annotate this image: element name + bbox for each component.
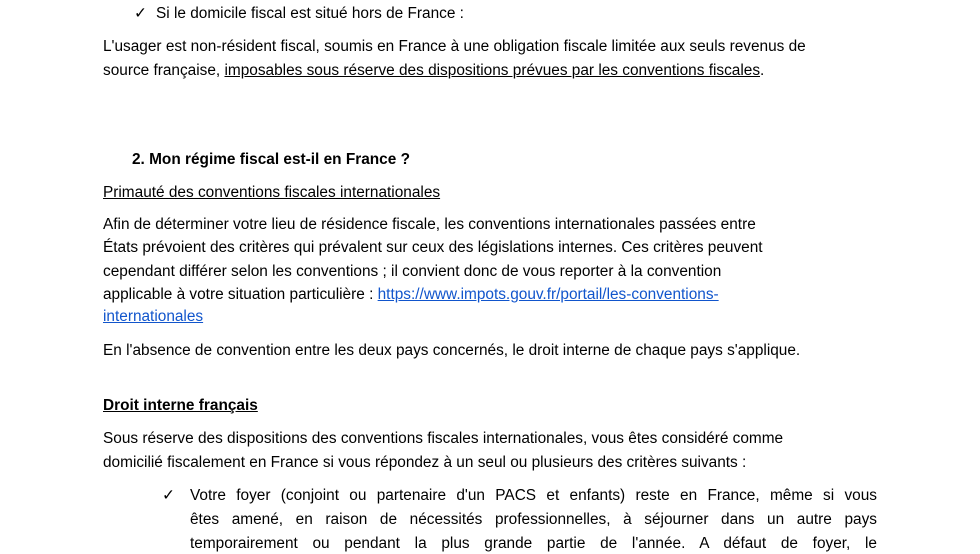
- non-resident-paragraph-line1: L'usager est non-résident fiscal, soumis en France à une obligation fiscale limitée aux seuls revenus de: [103, 38, 806, 55]
- droit-interne-heading: Droit interne français: [103, 397, 258, 414]
- conventions-paragraph-line4: applicable à votre situation particulière : https://www.impots.gouv.fr/portail/les-conventions-: [103, 286, 719, 303]
- absence-convention-paragraph: En l'absence de convention entre les deux pays concernés, le droit interne de chaque pays s'applique.: [103, 342, 801, 359]
- conventions-paragraph-line3: cependant différer selon les conventions ; il convient donc de vous reporter à la convention: [103, 263, 722, 280]
- foyer-bullet-marker: [162, 486, 184, 506]
- foyer-bullet-line1: Votre foyer (conjoint ou partenaire d'un PACS et enfants) reste en France, même si vous: [190, 487, 877, 504]
- conventions-link-continuation: [103, 307, 203, 327]
- conventions-paragraph-line1: Afin de déterminer votre lieu de résidence fiscale, les conventions internationales passées entre: [103, 216, 756, 233]
- droit-interne-paragraph-line1: Sous réserve des dispositions des conventions fiscales internationales, vous êtes considéré comme: [103, 430, 784, 447]
- droit-interne-paragraph-line2: domicilié fiscalement en France si vous répondez à un seul ou plusieurs des critères suivants :: [103, 454, 747, 471]
- conventions-paragraph-line2: États prévoient des critères qui prévalent sur ceux des législations internes. Ces critères peuvent: [103, 239, 763, 256]
- checkmark-icon: ✓: [134, 5, 147, 22]
- conventions-link[interactable]: https://www.impots.gouv.fr/portail/les-conventions-: [377, 286, 719, 303]
- bullet-outside-france-text: Si le domicile fiscal est situé hors de France :: [156, 5, 464, 22]
- foyer-bullet-line3: temporairement ou pendant la plus grande partie de l'année. A défaut de foyer, le: [190, 535, 877, 552]
- bullet-outside-france: [134, 4, 464, 24]
- non-resident-paragraph-line2: source française, imposables sous réserve des dispositions prévues par les conventions fiscales.: [103, 62, 765, 79]
- conventions-link-part2[interactable]: internationales: [103, 308, 204, 325]
- imposables-underlined-text: imposables sous réserve des dispositions prévues par les conventions fiscales: [224, 62, 761, 79]
- foyer-bullet-line2: êtes amené, en raison de nécessités professionnelles, à séjourner dans un autre pays: [190, 511, 877, 528]
- checkmark-icon: ✓: [162, 487, 175, 504]
- section-2-heading: 2. Mon régime fiscal est-il en France ?: [132, 151, 410, 168]
- primaute-subheading: Primauté des conventions fiscales internationales: [103, 184, 441, 201]
